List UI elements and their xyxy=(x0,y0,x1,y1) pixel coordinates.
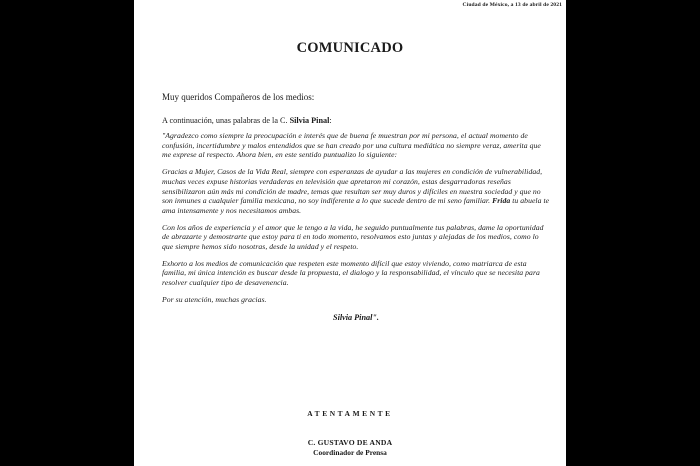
quote-paragraph-1: "Agradezco como siempre la preocupación e interés que de buena fe muestran por mi persona, el actual momento de confusión, incertidumbre y malos entendidos que se han creado por una cultura mediática no siempre veraz, amerita que me exprese al respecto. Ahora bien, en este sentido puntualizo lo siguiente: xyxy=(162,131,541,160)
quote-paragraph-5: Por su atención, muchas gracias. xyxy=(162,294,267,304)
document-page xyxy=(134,0,566,466)
closing-name: C. GUSTAVO DE ANDA xyxy=(307,438,393,447)
dateline: Ciudad de México, a 13 de abril de 2021 xyxy=(462,2,562,8)
quote-paragraph-2-end: tu abuela te ama intensamente y nos necesitamos ambas. xyxy=(162,196,550,215)
quoted-statement xyxy=(162,131,550,305)
quote-paragraph-2-bold: Frida xyxy=(492,196,511,206)
intro-line xyxy=(162,116,550,125)
intro-suffix: : xyxy=(329,116,332,125)
signature: Silvia Pinal". xyxy=(333,312,379,322)
quote-paragraph-2-main: Gracias a Mujer, Casos de la Vida Real, siempre con esperanzas de ayudar a las mujeres en condición de vulnerabilidad, muchas veces expuse historias verdaderas en televisión que apretaron mi corazón, estas desgarradoras reseñas sensibilizaron aún más mi condición de madre, temas que resultan ser muy duros y difíciles en nuestra sociedad y que no son inmunes a cualquier familia mexicana, no soy indiferente a lo que sucede dentro de mi seno familiar. xyxy=(162,167,543,206)
intro-name: Silvia Pinal xyxy=(289,116,330,125)
quote-paragraph-2 xyxy=(162,167,550,216)
document-title: COMUNICADO xyxy=(296,40,404,56)
closing-word: ATENTAMENTE xyxy=(307,409,393,418)
quote-paragraph-3: Con los años de experiencia y el amor que le tengo a la vida, he seguido puntualmente tus palabras, dame la oportunidad de abrazarte y demostrarte que estoy para ti en todo momento, resolvamos esto juntas y alejadas de los medios, como lo que siempre hemos sido nosotras, desde la unidad y el respeto. xyxy=(162,222,544,252)
document-body xyxy=(162,92,550,322)
intro-prefix: A continuación, unas palabras de la C. xyxy=(162,116,290,125)
salutation: Muy queridos Compañeros de los medios: xyxy=(162,92,315,102)
quote-paragraph-4: Exhorto a los medios de comunicación que respeten este momento difícil que estoy viviendo, como matriarca de esta familia, mi única intención es buscar desde la propuesta, el dialogo y la responsabilidad, el vínculo que se necesita para resolver cualquier tipo de desavenencia. xyxy=(162,258,540,288)
closing-role: Coordinador de Prensa xyxy=(313,448,387,457)
